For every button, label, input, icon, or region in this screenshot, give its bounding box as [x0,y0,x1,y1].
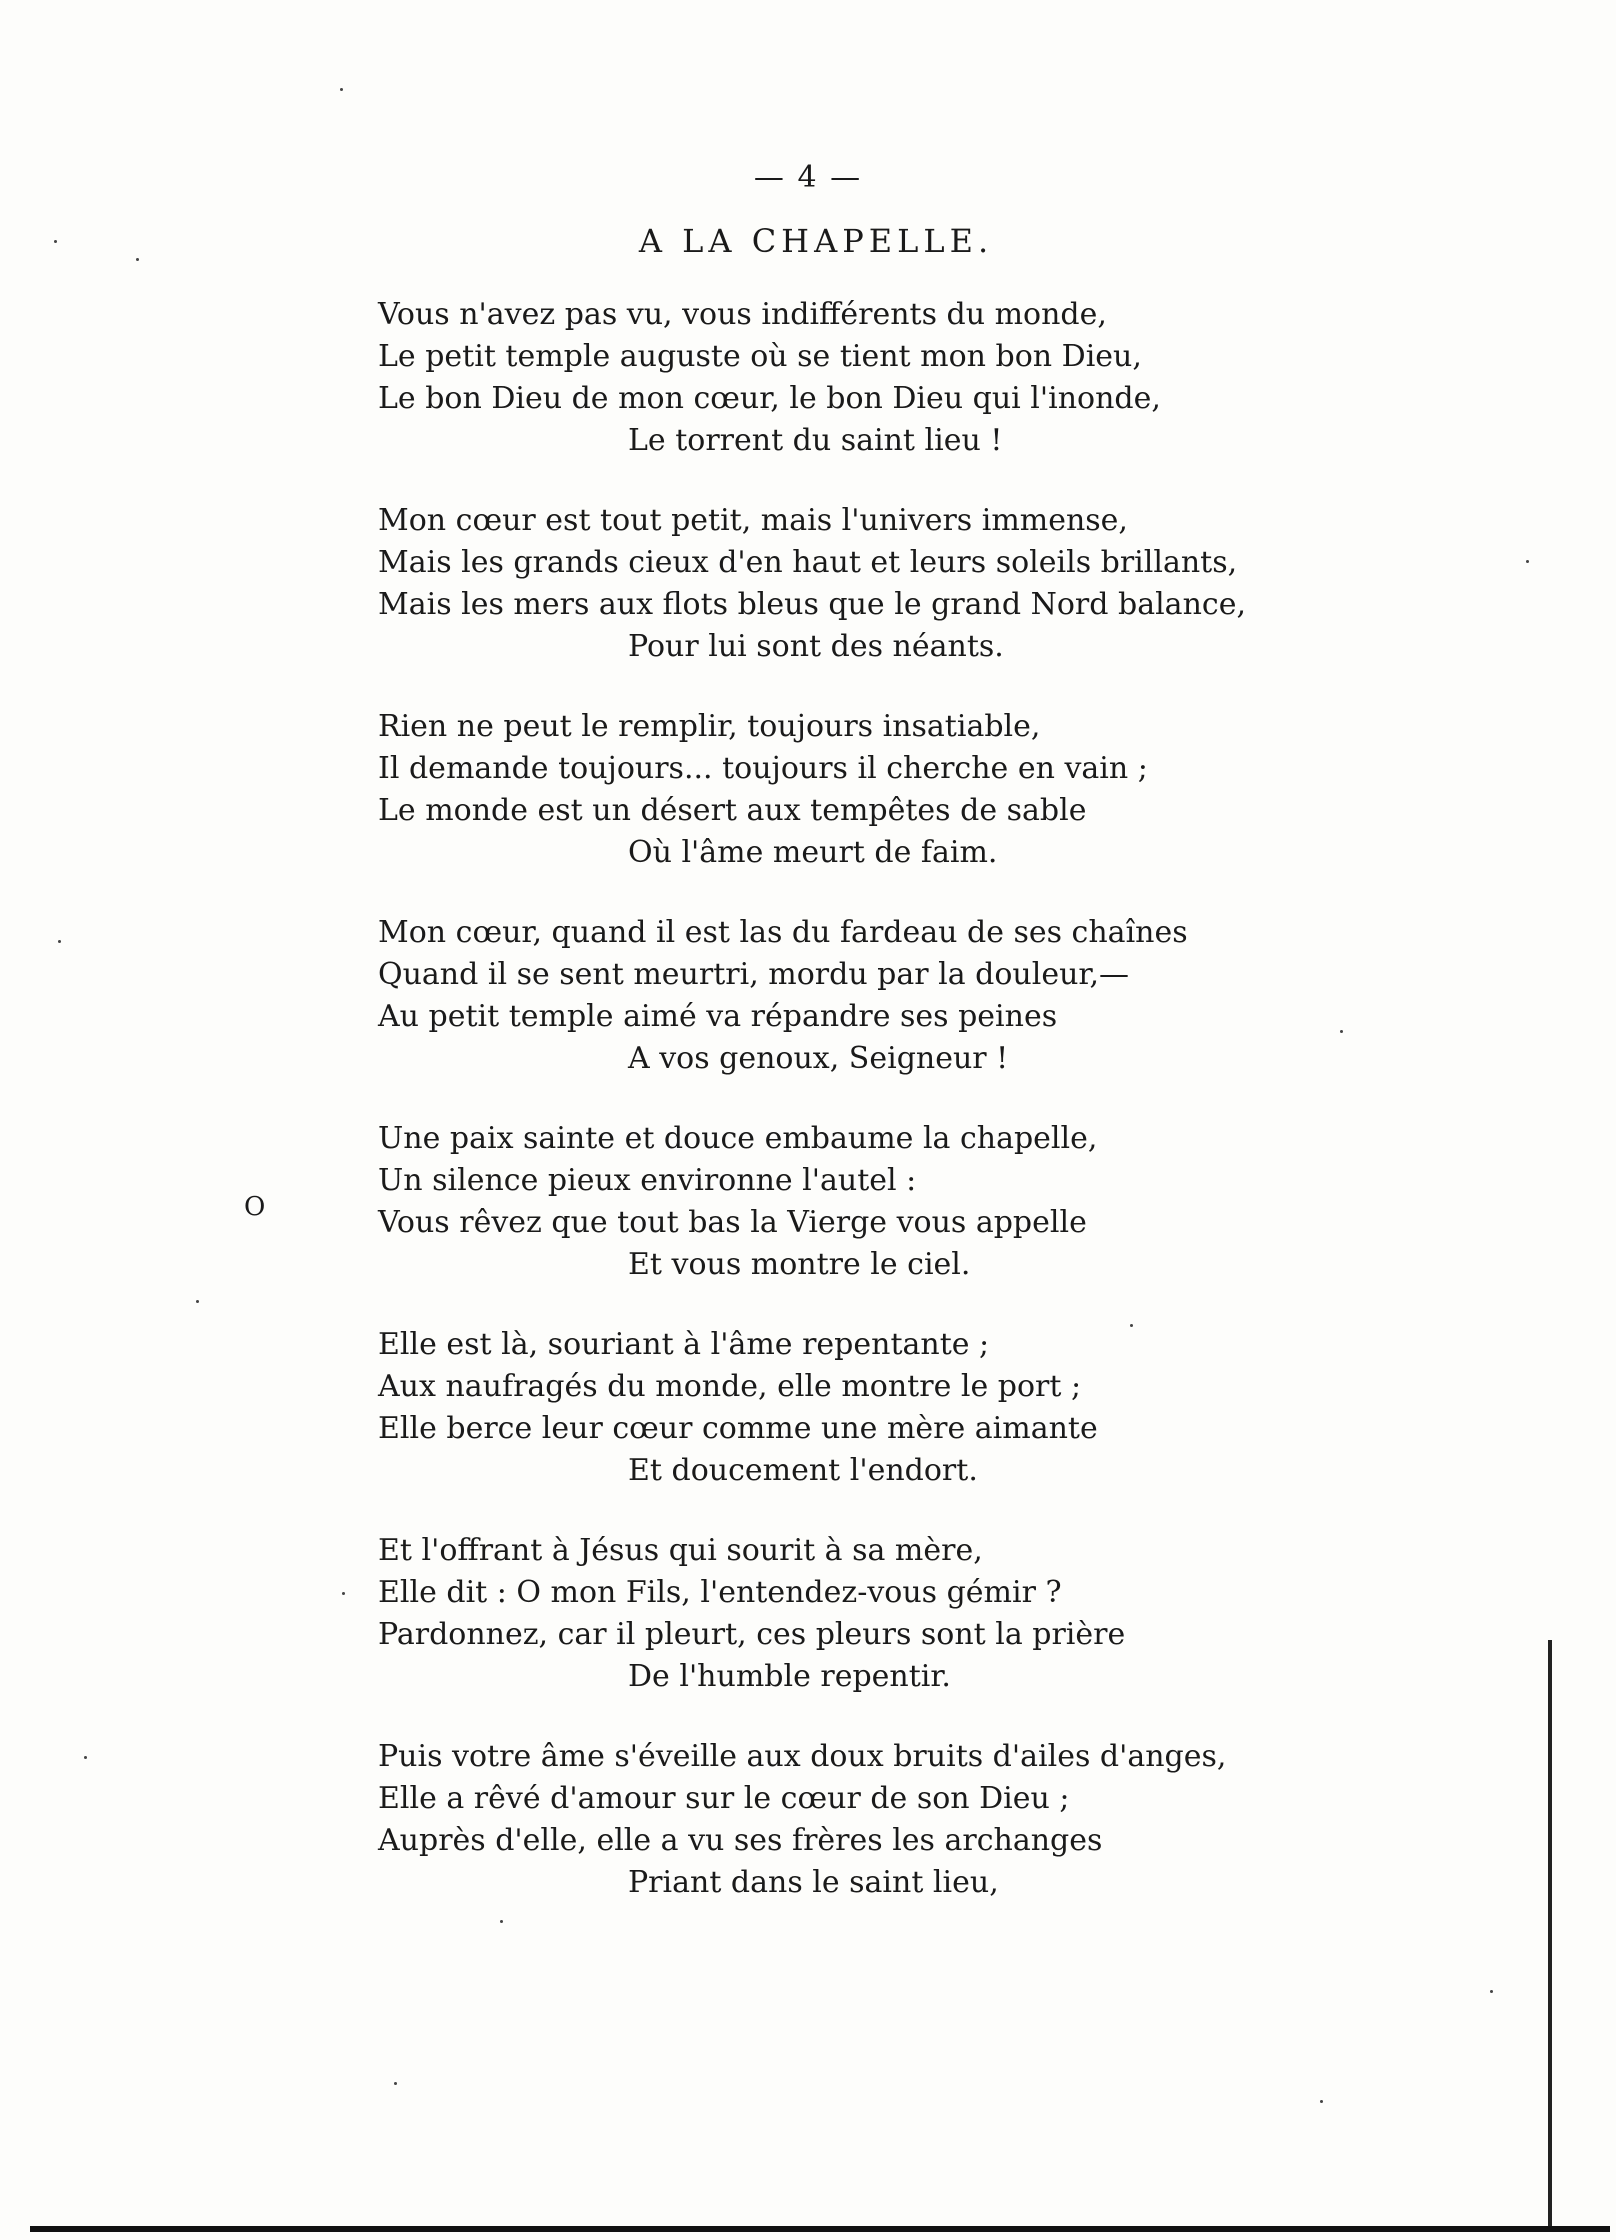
verse-line-refrain: Pour lui sont des néants. [628,629,1004,664]
stanza [378,912,1378,1118]
print-speck [196,1300,199,1303]
print-speck [1130,1324,1133,1327]
print-speck [340,88,343,91]
verse-line-refrain: Où l'âme meurt de faim. [628,835,998,870]
poem-title: A LA CHAPELLE. [638,222,994,260]
print-speck [58,940,61,943]
verse-line-refrain: De l'humble repentir. [628,1659,951,1694]
bottom-edge-line [30,2226,1610,2232]
verse-line: Et l'offrant à Jésus qui sourit à sa mère, [378,1533,983,1568]
verse-line: Vous n'avez pas vu, vous indifférents du monde, [378,297,1107,332]
verse-line: Elle a rêvé d'amour sur le cœur de son Dieu ; [378,1781,1070,1816]
margin-mark: O [244,1192,266,1222]
verse-line-refrain: Et doucement l'endort. [628,1453,978,1488]
verse-line-refrain: Et vous montre le ciel. [628,1247,971,1282]
stanza [378,1118,1378,1324]
verse-line-refrain: Le torrent du saint lieu ! [628,423,1003,458]
verse-line: Mais les mers aux flots bleus que le grand Nord balance, [378,587,1246,622]
verse-line: Une paix sainte et douce embaume la chapelle, [378,1121,1098,1156]
verse-line: Elle dit : O mon Fils, l'entendez-vous gémir ? [378,1575,1062,1610]
verse-line: Vous rêvez que tout bas la Vierge vous appelle [378,1205,1087,1240]
print-speck [136,258,139,261]
print-speck [342,1592,345,1595]
verse-line: Quand il se sent meurtri, mordu par la douleur,— [378,957,1129,992]
poem-body [378,294,1378,1942]
verse-line: Le petit temple auguste où se tient mon bon Dieu, [378,339,1142,374]
print-speck [54,240,57,243]
print-speck [394,2082,397,2085]
stanza [378,500,1378,706]
binding-edge-line [1548,1640,1552,2230]
print-speck [1320,2100,1323,2103]
verse-line-refrain: A vos genoux, Seigneur ! [628,1041,1009,1076]
print-speck [1526,560,1529,563]
verse-line: Le monde est un désert aux tempêtes de sable [378,793,1087,828]
page-number: — 4 — [753,160,863,195]
verse-line: Puis votre âme s'éveille aux doux bruits d'ailes d'anges, [378,1739,1227,1774]
verse-line: Elle est là, souriant à l'âme repentante ; [378,1327,990,1362]
verse-line: Elle berce leur cœur comme une mère aimante [378,1411,1098,1446]
stanza [378,294,1378,500]
verse-line: Un silence pieux environne l'autel : [378,1163,917,1198]
stanza [378,1736,1378,1942]
verse-line: Auprès d'elle, elle a vu ses frères les archanges [378,1823,1103,1858]
verse-line: Rien ne peut le remplir, toujours insatiable, [378,709,1041,744]
verse-line: Pardonnez, car il pleurt, ces pleurs sont la prière [378,1617,1126,1652]
verse-line: Mon cœur est tout petit, mais l'univers immense, [378,503,1128,538]
verse-line: Mon cœur, quand il est las du fardeau de ses chaînes [378,915,1188,950]
stanza [378,1530,1378,1736]
print-speck [1340,1030,1343,1033]
print-speck [1490,1990,1493,1993]
print-speck [84,1756,87,1759]
verse-line: Au petit temple aimé va répandre ses peines [378,999,1058,1034]
verse-line-refrain: Priant dans le saint lieu, [628,1865,999,1900]
verse-line: Mais les grands cieux d'en haut et leurs soleils brillants, [378,545,1238,580]
stanza [378,706,1378,912]
print-speck [500,1920,503,1923]
verse-line: Il demande toujours... toujours il cherche en vain ; [378,751,1148,786]
stanza [378,1324,1378,1530]
verse-line: Aux naufragés du monde, elle montre le port ; [378,1369,1082,1404]
verse-line: Le bon Dieu de mon cœur, le bon Dieu qui l'inonde, [378,381,1161,416]
